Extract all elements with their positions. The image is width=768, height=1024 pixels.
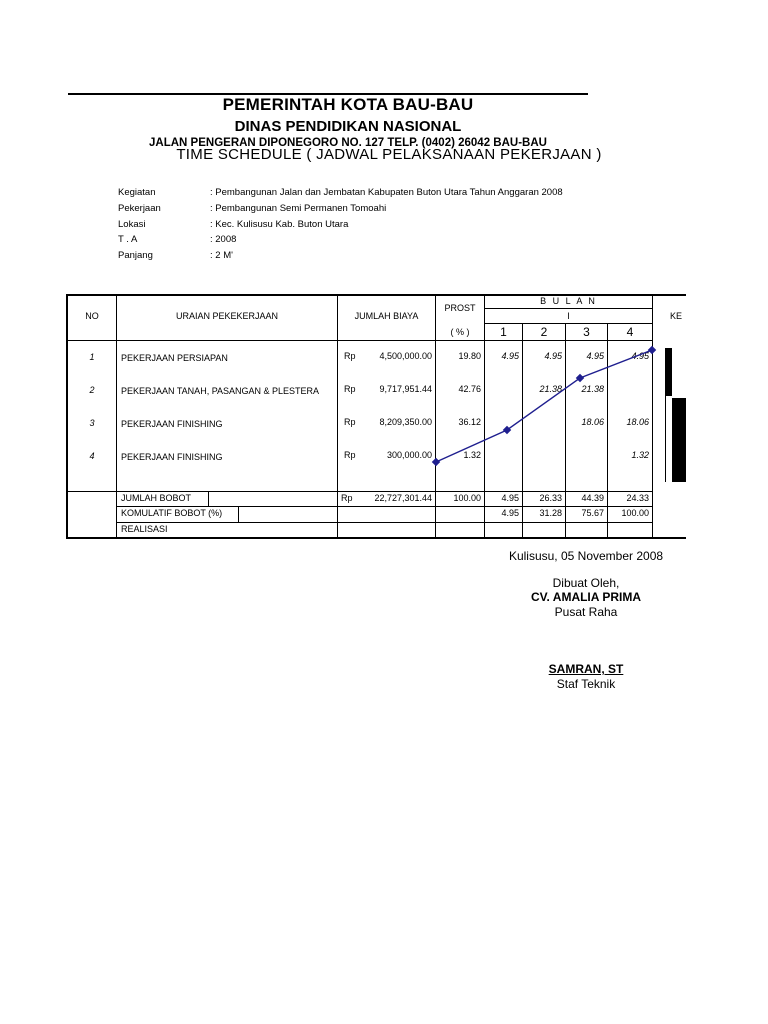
header-prost: PROST	[444, 303, 476, 313]
info-value: : Kec. Kulisusu Kab. Buton Utara	[210, 218, 349, 230]
row-biaya: 9,717,951.44	[379, 384, 432, 394]
row-uraian: PEKERJAAN PERSIAPAN	[121, 353, 228, 363]
row-prost: 19.80	[458, 351, 481, 361]
header-week-2: 2	[540, 325, 548, 339]
header-month: I	[567, 311, 570, 321]
row-uraian: PEKERJAAN FINISHING	[121, 452, 223, 462]
row-week-value: 4.95	[501, 351, 519, 361]
info-row	[118, 217, 563, 233]
row-no: 2	[89, 385, 95, 395]
row-week-value: 18.06	[581, 417, 604, 427]
header-bulan: B U L A N	[540, 296, 597, 306]
row-week-value: 18.06	[626, 417, 649, 427]
row-week-value: 4.95	[631, 351, 649, 361]
signer-name: SAMRAN, ST	[548, 662, 624, 676]
summary-bobot-week: 26.33	[539, 493, 562, 503]
header-week-1: 1	[500, 325, 507, 339]
info-label: Panjang	[118, 250, 153, 262]
row-prost: 1.32	[463, 450, 481, 460]
info-value: : Pembangunan Semi Permanen Tomoahi	[210, 202, 387, 214]
row-week-value: 21.38	[539, 384, 562, 394]
header-percent: ( % )	[450, 327, 470, 337]
header-jumlah: JUMLAH BIAYA	[354, 311, 419, 321]
curve-point	[432, 458, 440, 466]
summary-kumulatif-week: 100.00	[621, 508, 649, 518]
summary-kumulatif-week: 31.28	[539, 508, 562, 518]
info-label: Pekerjaan	[118, 202, 161, 214]
project-info	[118, 185, 563, 264]
made-by: Dibuat Oleh,	[552, 576, 620, 590]
row-no: 4	[89, 451, 95, 461]
curve-point	[648, 346, 656, 354]
row-prost: 42.76	[458, 384, 481, 394]
header-no: NO	[85, 311, 99, 321]
office-name: Pusat Raha	[554, 605, 618, 619]
header-uraian: URAIAN PEKEKERJAAN	[175, 311, 279, 321]
row-no: 1	[89, 352, 95, 362]
summary-kumulatif-week: 75.67	[581, 508, 604, 518]
summary-bobot-rp: Rp	[341, 493, 353, 503]
row-week-value: 4.95	[586, 351, 604, 361]
summary-bobot-week: 44.39	[581, 493, 604, 503]
row-rp: Rp	[344, 384, 356, 394]
row-week-value: 21.38	[581, 384, 604, 394]
info-value: : Pembangunan Jalan dan Jembatan Kabupaten Buton Utara Tahun Anggaran 2008	[210, 187, 563, 198]
row-uraian: PEKERJAAN FINISHING	[121, 419, 223, 429]
summary-kumulatif-week: 4.95	[501, 508, 519, 518]
summary-bobot-week: 24.33	[626, 493, 649, 503]
row-no: 3	[89, 418, 95, 428]
info-value: : 2008	[210, 234, 237, 246]
row-rp: Rp	[344, 450, 356, 460]
info-label: Lokasi	[118, 218, 146, 230]
company-name: CV. AMALIA PRIMA	[530, 590, 641, 604]
row-rp: Rp	[344, 417, 356, 427]
row-week-value: 4.95	[544, 351, 562, 361]
row-uraian: PEKERJAAN TANAH, PASANGAN & PLESTERA	[121, 386, 320, 396]
header-week-4: 4	[626, 325, 634, 339]
summary-bobot-week: 4.95	[501, 493, 519, 503]
info-row	[118, 248, 563, 264]
row-biaya: 300,000.00	[386, 450, 432, 460]
government-heading: PEMERINTAH KOTA BAU-BAU	[222, 95, 474, 114]
info-label: Kegiatan	[118, 187, 156, 198]
row-week-value: 1.32	[631, 450, 649, 460]
info-label: T . A	[118, 234, 138, 246]
header-ket: KE	[670, 311, 683, 321]
summary-realisasi-label: REALISASI	[121, 524, 168, 534]
info-row	[118, 201, 563, 217]
summary-bobot-total: 22,727,301.44	[374, 493, 432, 503]
row-biaya: 4,500,000.00	[379, 351, 432, 361]
row-biaya: 8,209,350.00	[379, 417, 432, 427]
summary-bobot-label: JUMLAH BOBOT	[121, 493, 192, 503]
summary-bobot-prost: 100.00	[453, 493, 481, 503]
s-curve-line	[436, 350, 652, 462]
row-prost: 36.12	[458, 417, 481, 427]
department-heading: DINAS PENDIDIKAN NASIONAL	[234, 118, 462, 135]
info-value: : 2 M'	[210, 250, 233, 262]
place-date: Kulisusu, 05 November 2008	[508, 549, 664, 563]
header-week-3: 3	[583, 325, 590, 339]
row-rp: Rp	[344, 351, 356, 361]
info-row	[118, 185, 563, 201]
info-row	[118, 232, 563, 248]
document-title: TIME SCHEDULE ( JADWAL PELAKSANAAN PEKERJAAN )	[176, 146, 602, 163]
s-curve-chart	[66, 294, 686, 539]
summary-kumulatif-label: KOMULATIF BOBOT (%)	[121, 508, 223, 518]
address-line: JALAN PENGERAN DIPONEGORO NO. 127 TELP. (0402) 26042 BAU-BAU	[149, 137, 547, 149]
signer-role: Staf Teknik	[556, 677, 616, 691]
schedule-table	[66, 294, 686, 539]
